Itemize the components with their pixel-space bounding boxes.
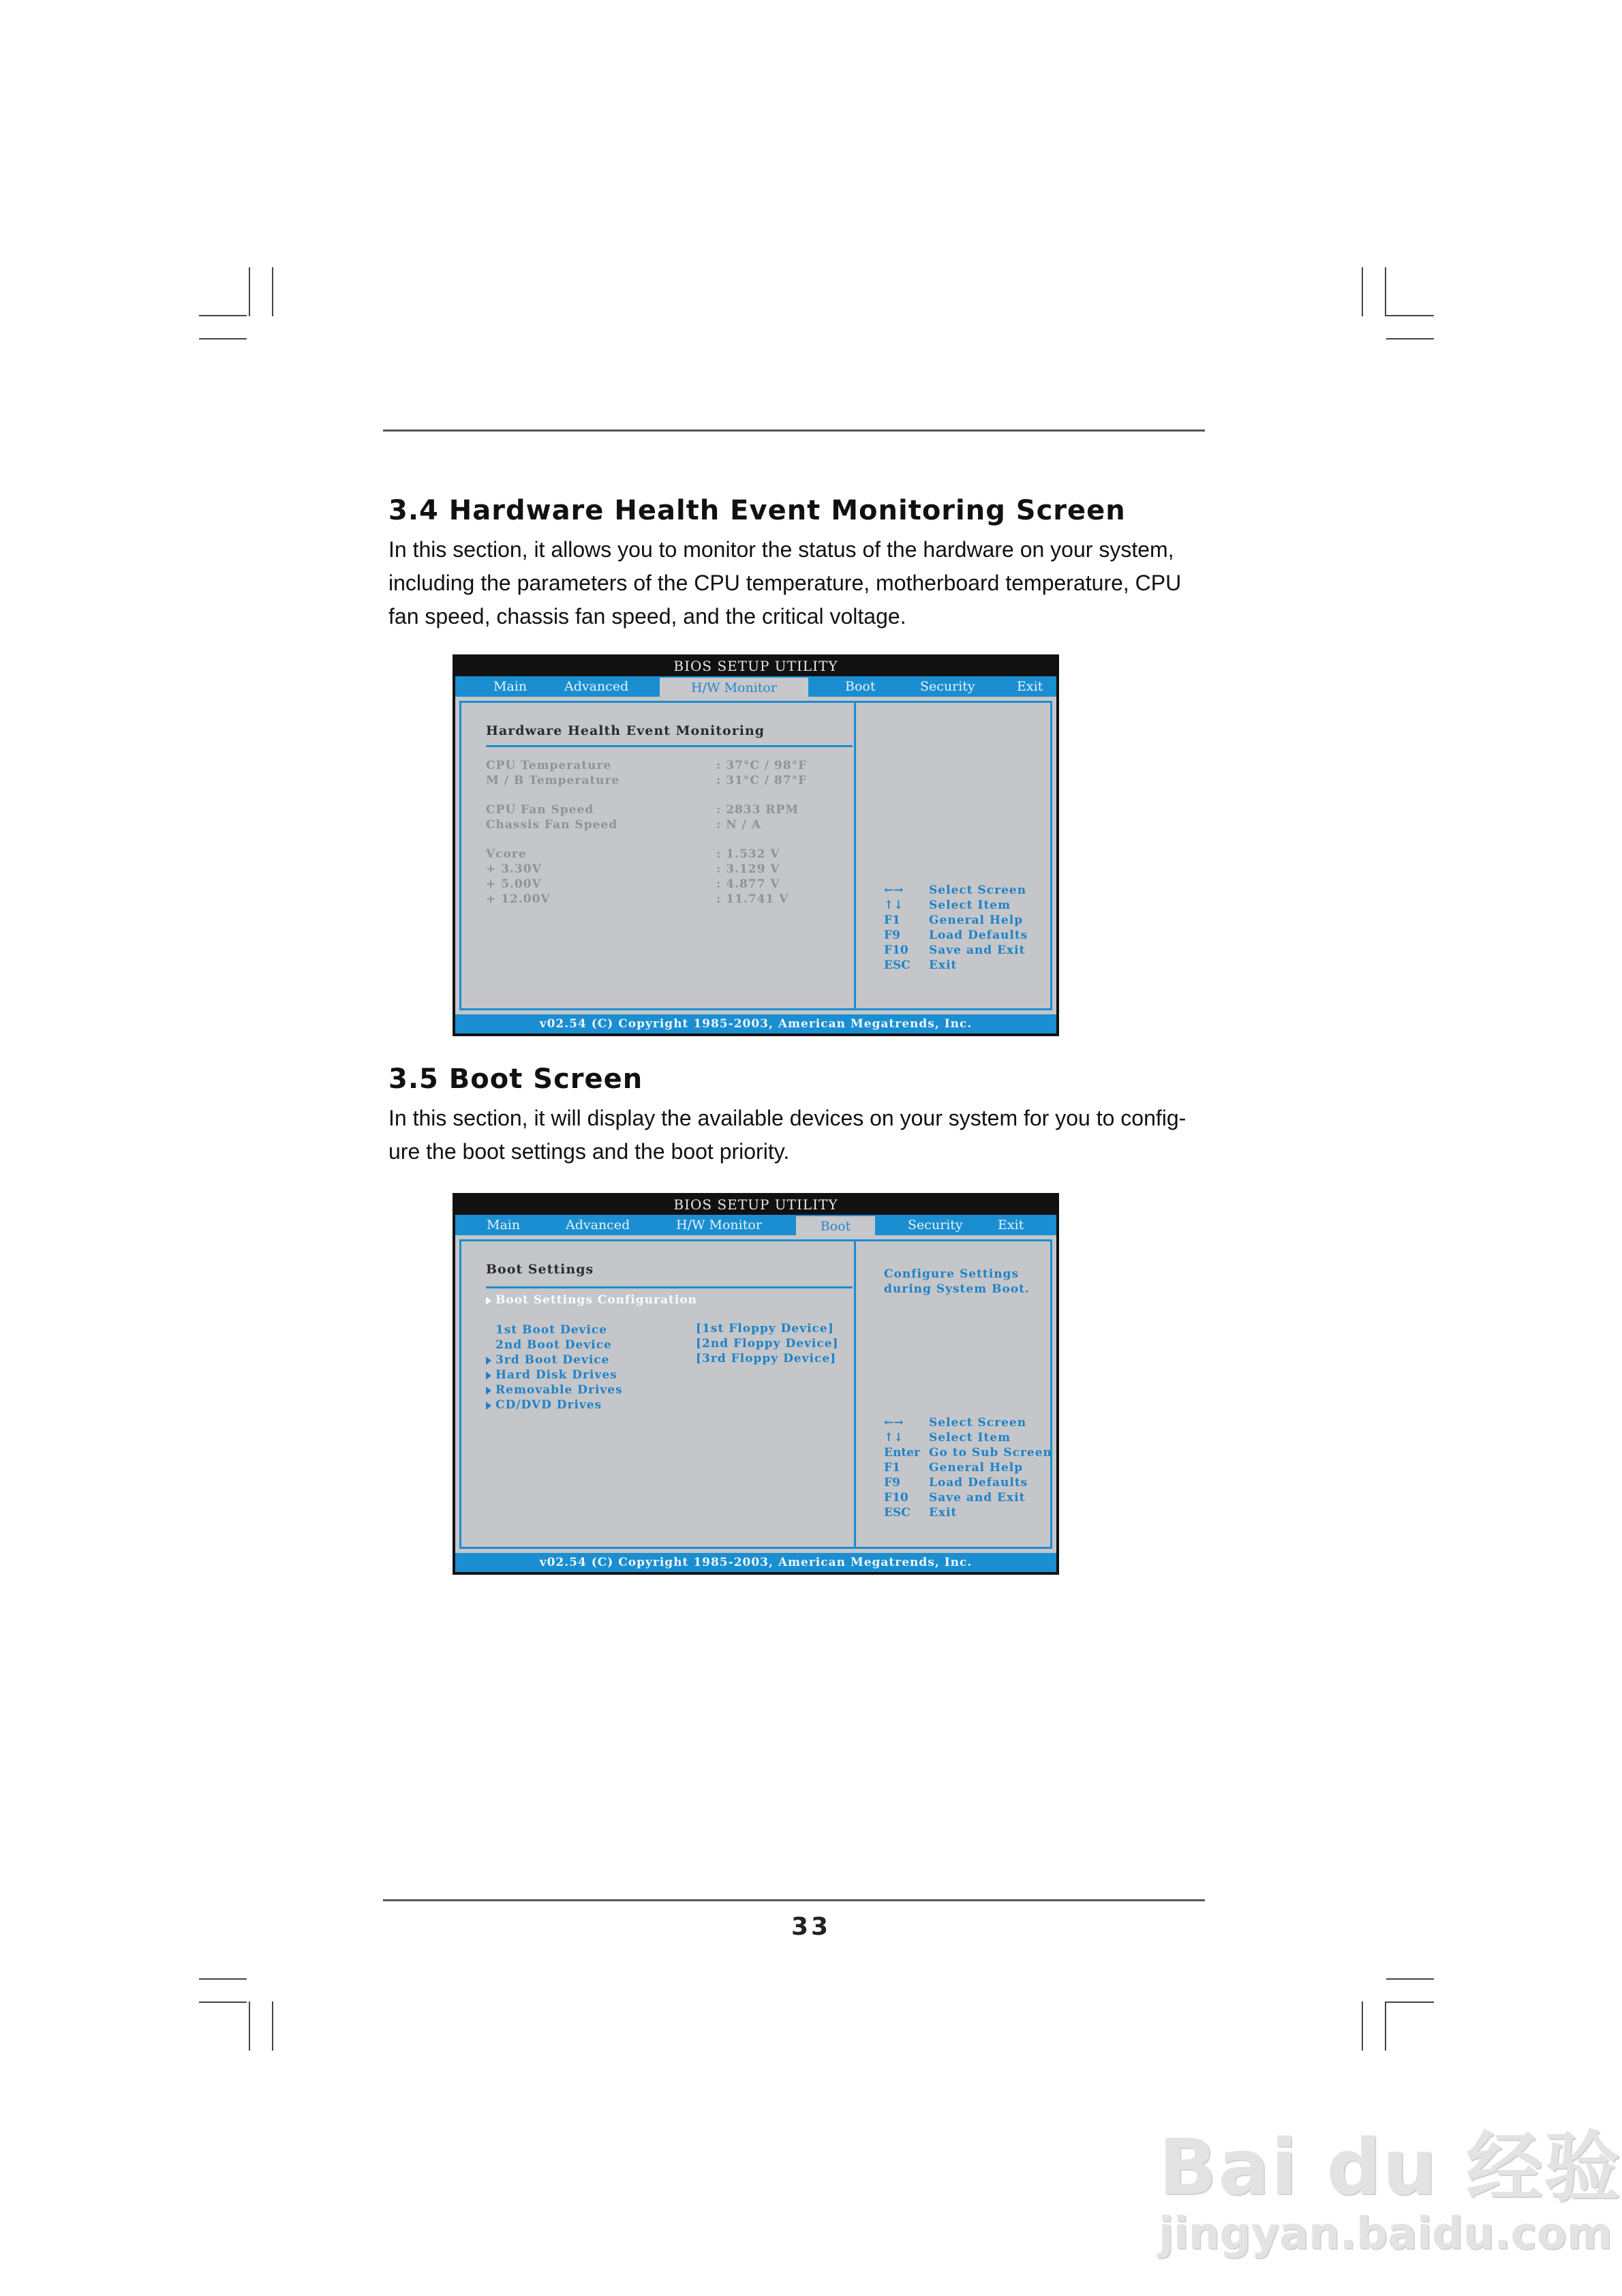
mb-temp-value: : 31°C / 87°F — [716, 774, 808, 787]
crop-mark — [1386, 338, 1434, 339]
key-desc: General Help — [929, 1461, 1024, 1475]
crop-mark — [1385, 2002, 1386, 2051]
key-desc: Select Item — [929, 898, 1011, 912]
key-desc: Select Screen — [929, 1416, 1027, 1430]
key-desc: Go to Sub Screen — [929, 1446, 1052, 1460]
header-rule — [383, 429, 1205, 432]
section-heading: 3.5 Boot Screen — [388, 1063, 643, 1095]
key-desc: Exit — [929, 1506, 958, 1520]
tab-security[interactable]: Security — [920, 679, 975, 694]
bios-title: BIOS SETUP UTILITY — [673, 1196, 838, 1213]
submenu-label: Boot Settings Configuration — [495, 1293, 698, 1307]
bios-footer: v02.54 (C) Copyright 1985-2003, American Megatrends, Inc. — [455, 1014, 1056, 1033]
tab-advanced[interactable]: Advanced — [566, 1218, 630, 1233]
tab-security[interactable]: Security — [908, 1218, 963, 1233]
baidu-watermark-logo: Bai du 经验 — [1159, 2124, 1622, 2212]
section-paragraph: In this section, it allows you to monitor the status of the hardware on your system, including the parameters of the CPU temperature, motherboard temperature, CPU fan speed, chassis fan speed, and the critical voltage. — [388, 537, 1182, 629]
crop-mark — [1385, 267, 1386, 316]
bios-frame — [459, 701, 1052, 1010]
crop-mark — [199, 315, 247, 316]
v5-label: + 5.00V — [486, 877, 542, 891]
key-desc: Load Defaults — [929, 1476, 1028, 1490]
key-select-screen: ←→ — [884, 883, 904, 897]
bios-menu-bar — [455, 1215, 1056, 1235]
crop-mark — [199, 1978, 247, 1980]
key-desc: Save and Exit — [929, 1491, 1026, 1505]
v33-value: : 3.129 V — [716, 862, 780, 876]
tab-advanced[interactable]: Advanced — [564, 679, 629, 694]
tab-exit[interactable]: Exit — [998, 1218, 1024, 1233]
submenu-removable-drives[interactable] — [486, 1383, 623, 1397]
footer-rule — [383, 1899, 1205, 1901]
boot-device-1-label: 1st Boot Device — [495, 1323, 608, 1337]
section-underline — [486, 1286, 853, 1288]
crop-mark — [1386, 1978, 1434, 1980]
tab-main[interactable]: Main — [493, 679, 527, 694]
vcore-value: : 1.532 V — [716, 847, 780, 861]
boot-device-2-value[interactable]: [2nd Floppy Device] — [696, 1337, 839, 1350]
submenu-label: Removable Drives — [495, 1383, 623, 1397]
v12-value: : 11.741 V — [716, 892, 789, 906]
boot-device-3-value[interactable]: [3rd Floppy Device] — [696, 1352, 837, 1365]
cpu-temp-label: CPU Temperature — [486, 759, 612, 772]
tab-boot[interactable]: Boot — [796, 1216, 875, 1237]
help-text-line: Configure Settings — [884, 1267, 1020, 1281]
key-enter: Enter — [884, 1446, 920, 1460]
crop-mark — [249, 2002, 250, 2051]
boot-section-title: Boot Settings — [486, 1262, 594, 1277]
bios-footer: v02.54 (C) Copyright 1985-2003, American Megatrends, Inc. — [455, 1553, 1056, 1572]
cpu-temp-value: : 37°C / 98°F — [716, 759, 808, 772]
key-esc: ESC — [884, 1506, 911, 1520]
boot-settings-configuration[interactable] — [486, 1293, 697, 1307]
v5-value: : 4.877 V — [716, 877, 780, 891]
section-underline — [486, 745, 853, 747]
crop-mark — [1386, 315, 1434, 316]
crop-mark — [199, 338, 247, 339]
section-heading: 3.4 Hardware Health Event Monitoring Screen — [388, 495, 1126, 526]
boot-device-2-label: 2nd Boot Device — [495, 1338, 612, 1352]
crop-mark — [272, 267, 273, 316]
submenu-cd-dvd-drives[interactable] — [486, 1398, 602, 1412]
crop-mark — [1362, 267, 1363, 316]
bios-body — [455, 697, 1056, 1014]
submenu-hard-disk-drives[interactable] — [486, 1368, 617, 1382]
key-select-item: ↑↓ — [884, 1431, 904, 1445]
bios-panel-divider — [854, 703, 856, 1008]
key-f10: F10 — [884, 1491, 908, 1505]
baidu-watermark-url: jingyan.baidu.com — [1159, 2209, 1612, 2259]
bios-boot-screenshot — [453, 1193, 1059, 1575]
key-desc: Select Screen — [929, 883, 1027, 897]
crop-mark — [1386, 2002, 1434, 2003]
v33-label: + 3.30V — [486, 862, 542, 876]
key-desc: Load Defaults — [929, 928, 1028, 942]
bios-frame — [459, 1239, 1052, 1549]
tab-boot[interactable]: Boot — [845, 679, 876, 694]
chassis-fan-label: Chassis Fan Speed — [486, 818, 618, 832]
key-desc: Select Item — [929, 1431, 1011, 1445]
submenu-label: CD/DVD Drives — [495, 1398, 602, 1412]
bios-menu-bar — [455, 676, 1056, 697]
key-desc: Exit — [929, 958, 958, 972]
key-f1: F1 — [884, 1461, 900, 1475]
vcore-label: Vcore — [486, 847, 527, 861]
bios-panel-divider — [854, 1241, 856, 1547]
boot-device-3-label — [486, 1353, 609, 1367]
crop-mark — [272, 2002, 273, 2051]
bios-body — [455, 1235, 1056, 1553]
v12-label: + 12.00V — [486, 892, 551, 906]
tab-hw-monitor[interactable]: H/W Monitor — [660, 678, 808, 698]
section-paragraph-line: In this section, it will display the available devices on your system for you to config- — [388, 1106, 1187, 1130]
key-select-item: ↑↓ — [884, 898, 904, 912]
crop-mark — [1362, 2002, 1363, 2051]
cpu-fan-label: CPU Fan Speed — [486, 803, 594, 817]
tab-exit[interactable]: Exit — [1017, 679, 1043, 694]
submenu-arrow-icon — [486, 1402, 491, 1410]
submenu-arrow-icon — [486, 1387, 491, 1395]
boot-device-3-text: 3rd Boot Device — [495, 1353, 610, 1367]
submenu-label: Hard Disk Drives — [495, 1368, 617, 1382]
tab-hw-monitor[interactable]: H/W Monitor — [676, 1218, 762, 1233]
chassis-fan-value: : N / A — [716, 818, 761, 832]
key-f9: F9 — [884, 1476, 900, 1490]
help-text-line: during System Boot. — [884, 1282, 1030, 1296]
key-desc: General Help — [929, 913, 1024, 927]
key-f9: F9 — [884, 928, 900, 942]
bios-title: BIOS SETUP UTILITY — [673, 658, 838, 674]
key-f10: F10 — [884, 943, 908, 957]
key-desc: Save and Exit — [929, 943, 1026, 957]
cpu-fan-value: : 2833 RPM — [716, 803, 799, 817]
boot-device-1-value[interactable]: [1st Floppy Device] — [696, 1322, 834, 1335]
crop-mark — [249, 267, 250, 316]
key-f1: F1 — [884, 913, 900, 927]
page-number: 33 — [791, 1913, 831, 1941]
mb-temp-label: M / B Temperature — [486, 774, 620, 787]
tab-main[interactable]: Main — [487, 1218, 521, 1233]
monitor-section-title: Hardware Health Event Monitoring — [486, 723, 765, 738]
bios-hw-monitor-screenshot — [453, 654, 1059, 1036]
crop-mark — [199, 2002, 247, 2003]
submenu-arrow-icon — [486, 1372, 491, 1380]
key-esc: ESC — [884, 958, 911, 972]
section-paragraph-line: ure the boot settings and the boot priority. — [388, 1139, 790, 1164]
key-select-screen: ←→ — [884, 1416, 904, 1430]
submenu-arrow-icon — [486, 1297, 491, 1305]
submenu-arrow-icon — [486, 1357, 491, 1365]
